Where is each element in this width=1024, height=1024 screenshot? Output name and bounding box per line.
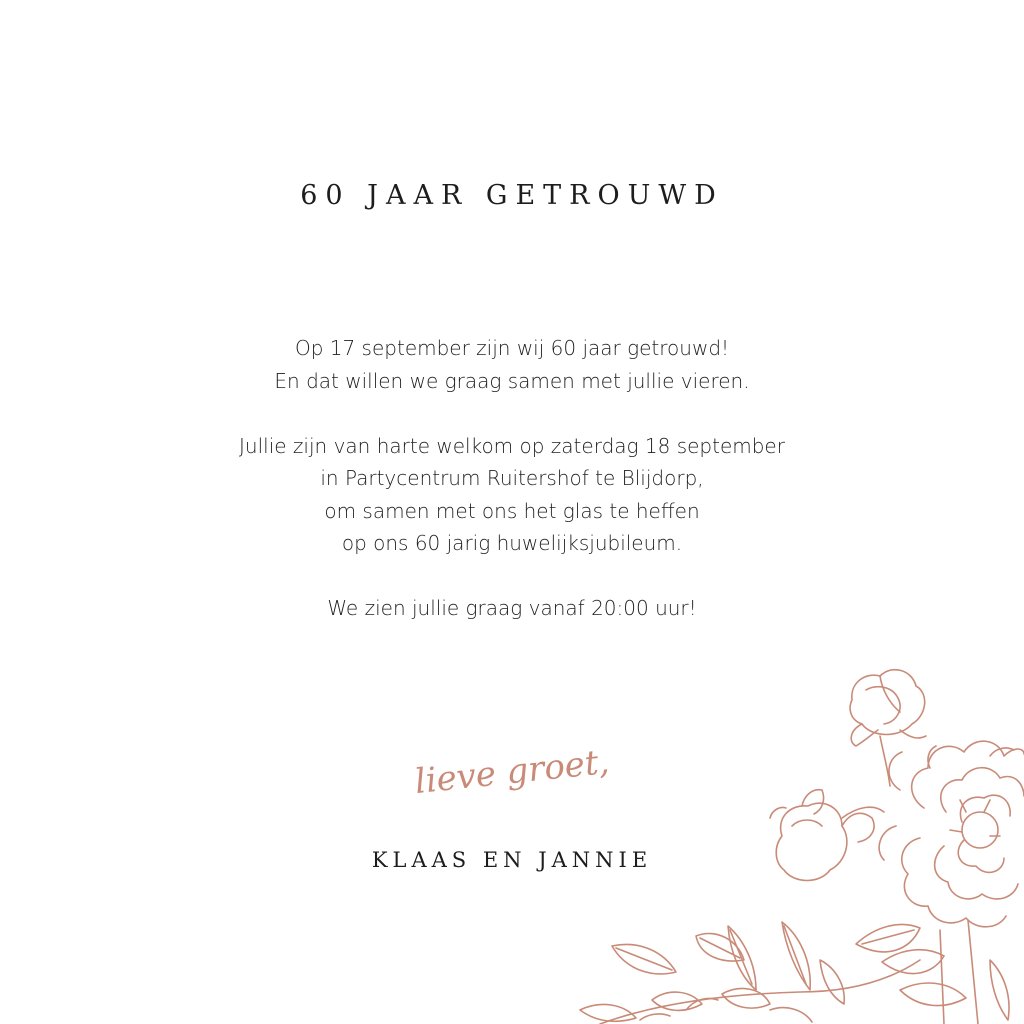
text-line: op ons 60 jarig huwelijksjubileum. (341, 531, 683, 555)
text-line: om samen met ons het glas te heffen (324, 498, 700, 523)
signature-names: KLAAS EN JANNIE (371, 848, 653, 872)
card-title: 60 JAAR GETROUWD (300, 180, 724, 211)
text-line: En dat willen we graag samen met jullie vieren. (274, 368, 750, 393)
leaves-icon (580, 922, 1009, 1024)
invitation-text (0, 332, 1024, 625)
text-line: We zien jullie graag vanaf 20:00 uur! (327, 596, 697, 620)
text-line: in Partycentrum Ruitershof te Blijdorp, (320, 466, 704, 490)
dahlia-icon (879, 741, 1024, 1024)
text-line: Op 17 september zijn wij 60 jaar getrouwd! (294, 336, 730, 360)
text-line: Jullie zijn van harte welkom op zaterdag 18 september (239, 433, 785, 458)
greeting: lieve groet, (412, 741, 612, 803)
